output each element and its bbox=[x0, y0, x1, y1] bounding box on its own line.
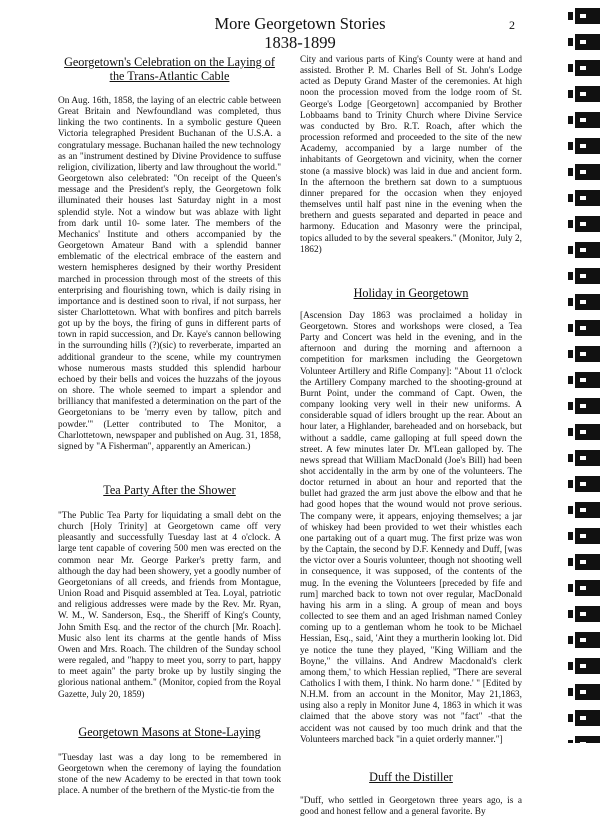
spiral-ring bbox=[568, 138, 600, 154]
binding-coil bbox=[575, 268, 600, 284]
binding-hole bbox=[568, 428, 573, 436]
binding-hole bbox=[568, 714, 573, 722]
spiral-ring bbox=[568, 606, 600, 622]
binding-coil-gap bbox=[580, 66, 586, 70]
cable-article-heading bbox=[58, 55, 281, 83]
binding-hole bbox=[568, 298, 573, 306]
binding-hole bbox=[568, 636, 573, 644]
binding-coil bbox=[575, 554, 600, 570]
right-column bbox=[300, 55, 522, 818]
binding-coil-gap bbox=[580, 170, 586, 174]
binding-hole bbox=[568, 142, 573, 150]
binding-coil-gap bbox=[580, 508, 586, 512]
binding-coil bbox=[575, 346, 600, 362]
spiral-ring bbox=[568, 450, 600, 466]
binding-coil-gap bbox=[580, 40, 586, 44]
page-title-years: 1838-1899 bbox=[264, 33, 336, 52]
binding-hole bbox=[568, 168, 573, 176]
binding-coil bbox=[575, 320, 600, 336]
spiral-ring bbox=[568, 60, 600, 76]
spiral-ring bbox=[568, 710, 600, 726]
binding-hole bbox=[568, 246, 573, 254]
binding-hole bbox=[568, 220, 573, 228]
spiral-ring bbox=[568, 86, 600, 102]
binding-hole bbox=[568, 610, 573, 618]
masons-article-heading: Georgetown Masons at Stone-Laying bbox=[78, 724, 261, 739]
spiral-ring bbox=[568, 320, 600, 336]
binding-hole bbox=[568, 116, 573, 124]
binding-hole bbox=[568, 38, 573, 46]
spiral-ring bbox=[568, 398, 600, 414]
binding-coil bbox=[575, 372, 600, 388]
binding-hole bbox=[568, 454, 573, 462]
spiral-ring bbox=[568, 554, 600, 570]
binding-coil bbox=[575, 476, 600, 492]
binding-hole bbox=[568, 90, 573, 98]
binding-coil bbox=[575, 502, 600, 518]
binding-hole bbox=[568, 480, 573, 488]
masons-article-body-continued: City and various parts of King's County were at hand and assisted. Brother P. M. Charles Bell of St. John's Lodge acted as Deputy Grand Master of the ceremonies. At high noon the procession moved from the lodge room of St. George's Lodge [Georgetown] accompanied by Brother Lobbaams band to Trinity Church where Divine Service was conducted by Bro. R.T. Roach, after which the procession reformed and proceeded to the site of the new Academy, accompanied by a large number of the inhabitants of Georgetown and vicinity, when the corner stone (a massive block) was laid in due and ancient form. In the afternoon the brethern sat down to a sumptuous dinner prepared for the occasion when they enjoyed themselves until half past nine in the evening when the brethern and guests separated and departed in peace and harmony. Education and Masonry were the principal, topics alluded to by the several speakers." (Monitor, July 2, 1862) bbox=[300, 55, 522, 255]
binding-coil-gap bbox=[580, 534, 586, 538]
binding-coil bbox=[575, 164, 600, 180]
holiday-article-body: [Ascension Day 1863 was proclaimed a holiday in Georgetown. Stores and workshops were closed, a Tea Party and Concert was held in the evening, and in the afternoon and during the morning and afternoon a competition for marksmen including the Georgetown Volunteer Artillery and Rifle Company]: "About 11 o'clock the Artillery Company marched to the shooting-ground at Burnt Point, under the command of Capt. Owen, the company looking very well in their new uniforms. A considerable squad of idlers brought up the rear. About an hour later, a Highlander, bareheaded and on horseback, but without a saddle, came galloping at full speed down the street. A few minutes later Dr. M'Lean galloped by. The news spread that William MacDonald (Joe's Bill) had been shot accidentally in the arm by one of the volunteers. The doctor returned in about an hour and reported that the bullet had grazed the arm just above the elbow and that he had good hopes that the wound would not prove serious. The company were, it appears, enjoying themselves; a jar of whiskey had been provided to wet their whistles each one partaking out of a quart mug. The first prize was won by the Captain, the second by D.F. Kennedy and Duff, [was the victor over a Souris volunteer, though not shooting well in consequence, it was supposed, of the contents of the mug. In the evening the Volunteers [preceded by fife and rum] marched back to town not over regular, MacDonald having his arm in a sling. A group of mean and boys collected to see them and an aged Irishman named Conley coming up to a gentleman whom he took to be Michael Hessian, Esq., said, 'Aint they a murtherin looking lot. Did ye notice the tune they played, "King William and the Boyne," the villains. And Andrew Macdonald's clerk among them,' to which Hessian replied, "There are several Catholics I with them, I think. No harm done.' " [Edited by N.H.M. from an account in the Monitor, May 21,1863, using also a reply in Monitor June 4, 1863 in which it was claimed that the above story was not "fact" -that the accident was not caused by too much drink and that the Volunteers marched back "in a quiet orderly manner."] bbox=[300, 310, 522, 745]
cable-heading-line2: the Trans-Atlantic Cable bbox=[109, 69, 230, 83]
binding-coil bbox=[575, 736, 600, 743]
binding-coil-gap bbox=[580, 482, 586, 486]
duff-article-heading: Duff the Distiller bbox=[369, 769, 453, 784]
binding-coil-gap bbox=[580, 352, 586, 356]
left-column bbox=[58, 55, 281, 797]
binding-coil-gap bbox=[580, 274, 586, 278]
binding-coil-gap bbox=[580, 690, 586, 694]
binding-coil bbox=[575, 60, 600, 76]
binding-hole bbox=[568, 324, 573, 332]
page-number: 2 bbox=[509, 18, 515, 32]
binding-hole bbox=[568, 558, 573, 566]
page-title bbox=[150, 14, 450, 52]
spiral-ring bbox=[568, 684, 600, 700]
binding-coil bbox=[575, 112, 600, 128]
binding-hole bbox=[568, 532, 573, 540]
binding-hole bbox=[568, 688, 573, 696]
spiral-ring bbox=[568, 632, 600, 648]
binding-coil-gap bbox=[580, 664, 586, 668]
spiral-ring bbox=[568, 658, 600, 674]
duff-article-body: "Duff, who settled in Georgetown three years ago, is a good and honest fellow and a general favorite. By bbox=[300, 795, 522, 818]
binding-hole bbox=[568, 662, 573, 670]
binding-coil bbox=[575, 86, 600, 102]
binding-hole bbox=[568, 584, 573, 592]
spiral-ring bbox=[568, 476, 600, 492]
binding-coil bbox=[575, 450, 600, 466]
binding-coil bbox=[575, 138, 600, 154]
binding-coil-gap bbox=[580, 378, 586, 382]
spiral-ring bbox=[568, 164, 600, 180]
binding-coil bbox=[575, 710, 600, 726]
masons-article-body-start: "Tuesday last was a day long to be remembered in Georgetown when the ceremony of laying the foundation stone of the new Academy to be erected in that town took place. A number of the brethern of the Mystic-tie from the bbox=[58, 752, 281, 797]
binding-coil bbox=[575, 684, 600, 700]
spiral-ring bbox=[568, 190, 600, 206]
binding-coil bbox=[575, 242, 600, 258]
binding-coil-gap bbox=[580, 560, 586, 564]
tea-party-article-heading: Tea Party After the Shower bbox=[103, 483, 236, 497]
spiral-ring bbox=[568, 268, 600, 284]
binding-coil bbox=[575, 528, 600, 544]
binding-coil bbox=[575, 606, 600, 622]
binding-coil-gap bbox=[580, 300, 586, 304]
binding-coil-gap bbox=[580, 456, 586, 460]
binding-coil bbox=[575, 398, 600, 414]
binding-coil-gap bbox=[580, 92, 586, 96]
spiral-ring bbox=[568, 528, 600, 544]
binding-coil bbox=[575, 34, 600, 50]
binding-coil-gap bbox=[580, 638, 586, 642]
binding-coil bbox=[575, 294, 600, 310]
binding-hole bbox=[568, 506, 573, 514]
spiral-binding-graphic bbox=[566, 0, 600, 743]
binding-coil-gap bbox=[580, 144, 586, 148]
binding-coil bbox=[575, 190, 600, 206]
spiral-ring bbox=[568, 502, 600, 518]
binding-coil-gap bbox=[580, 118, 586, 122]
binding-hole bbox=[568, 194, 573, 202]
binding-hole bbox=[568, 64, 573, 72]
spiral-ring bbox=[568, 8, 600, 24]
binding-coil-gap bbox=[580, 196, 586, 200]
spiral-ring bbox=[568, 372, 600, 388]
spiral-ring bbox=[568, 580, 600, 596]
binding-hole bbox=[568, 12, 573, 20]
spiral-ring bbox=[568, 294, 600, 310]
binding-coil-gap bbox=[580, 430, 586, 434]
binding-hole bbox=[568, 272, 573, 280]
spiral-ring bbox=[568, 112, 600, 128]
spiral-ring bbox=[568, 424, 600, 440]
binding-coil-gap bbox=[580, 222, 586, 226]
binding-coil-gap bbox=[580, 612, 586, 616]
cable-heading-line1: Georgetown's Celebration on the Laying of bbox=[64, 55, 275, 69]
binding-coil bbox=[575, 216, 600, 232]
binding-hole bbox=[568, 402, 573, 410]
binding-coil bbox=[575, 424, 600, 440]
binding-coil bbox=[575, 8, 600, 24]
holiday-article-heading: Holiday in Georgetown bbox=[353, 285, 469, 300]
binding-coil bbox=[575, 658, 600, 674]
spiral-ring bbox=[568, 736, 600, 743]
tea-party-article-body: "The Public Tea Party for liquidating a small debt on the church [Holy Trinity] at Georgetown came off very pleasantly and successfully Tuesday last at 4 o'clock. A large tent capable of covering 500 men was erected on the common near Mr. George Parker's pretty farm, and although the day had been showery, yet a goodly number of Georgetonians of all creeds, and friends from Montague, Union Road and Pisquid assembled at Tea. Loyal, patriotic and religious addresses were made by the Rev. Mr. Ryan, W. M., W. Sanderson, Esq., the Sheriff of King's County, John Smith Esq. and the rector of the church [Mr. Roach]. Music also lent its charms at the gentle hands of Miss Owen and Mrs. Roach. The children of the Sunday school were regaled, and "happy to meet you, sorry to part, happy to meet again" the party broke up by lustily singing the glorious national anthem." (Monitor, copied from the Royal Gazette, July 20, 1859) bbox=[58, 511, 281, 700]
binding-coil bbox=[575, 580, 600, 596]
page-title-main: More Georgetown Stories bbox=[214, 14, 386, 33]
binding-coil-gap bbox=[580, 248, 586, 252]
binding-coil-gap bbox=[580, 586, 586, 590]
spiral-ring bbox=[568, 216, 600, 232]
binding-hole bbox=[568, 350, 573, 358]
cable-article-body: On Aug. 16th, 1858, the laying of an electric cable between Great Britain and Newfoundland was completed, thus linking the two continents. In a symbolic gesture Queen Victoria telegraphed President Buchanan of the U.S.A. a congratulary message. Buchanan hailed the new technology as an "instrument destined by Divine Providence to suffuse religion, civilization, liberty and law throughout the world." Georgetown also celebrated: "On receipt of the Queen's message and the President's reply, the Georgetown folk illuminated their houses last Saturday night in a most splendid style. Not a window but was ablaze with light from dark until 10- some later. The members of the Mechanics' Institute and others accompanied by the Georgetown Amateur Band with a splendid banner emblematic of the electrical embrace of the eastern and western hemispheres designed by their worthy President marched in procession through most of the streets of this enterprising and flourishing town, which is daily rising in importance and is destined soon to rival, if not surpass, her sister Charlottetown. What with bonfires and pitch barrels got up by the boys, the firing of guns in different parts of town in rapid succession, and Dr. Kaye's cannon bellowing in the surrounding hills (?)(sic) to reverberate, imparted an additional grandeur to the scene, while my countrymen whose numerous masts studded this splendid harbour echoed by their bells and voices the huzzahs of the joyous on shore. The whole seemed to impart a splendor and brilliancy that manifested a determination on the part of the Georgetonians to be 'merry even by tallow, pitch and powder.'" (Letter contributed to The Monitor, a Charlottetown, newspaper and published on Aug. 31, 1858, signed by "A Fisherman", apparently an American.) bbox=[58, 96, 281, 452]
binding-coil bbox=[575, 632, 600, 648]
spiral-ring bbox=[568, 34, 600, 50]
spiral-ring bbox=[568, 242, 600, 258]
binding-hole bbox=[568, 376, 573, 384]
spiral-ring bbox=[568, 346, 600, 362]
binding-coil-gap bbox=[580, 326, 586, 330]
binding-coil-gap bbox=[580, 716, 586, 720]
binding-coil-gap bbox=[580, 14, 586, 18]
spiral-binding bbox=[566, 0, 600, 743]
binding-coil-gap bbox=[580, 404, 586, 408]
